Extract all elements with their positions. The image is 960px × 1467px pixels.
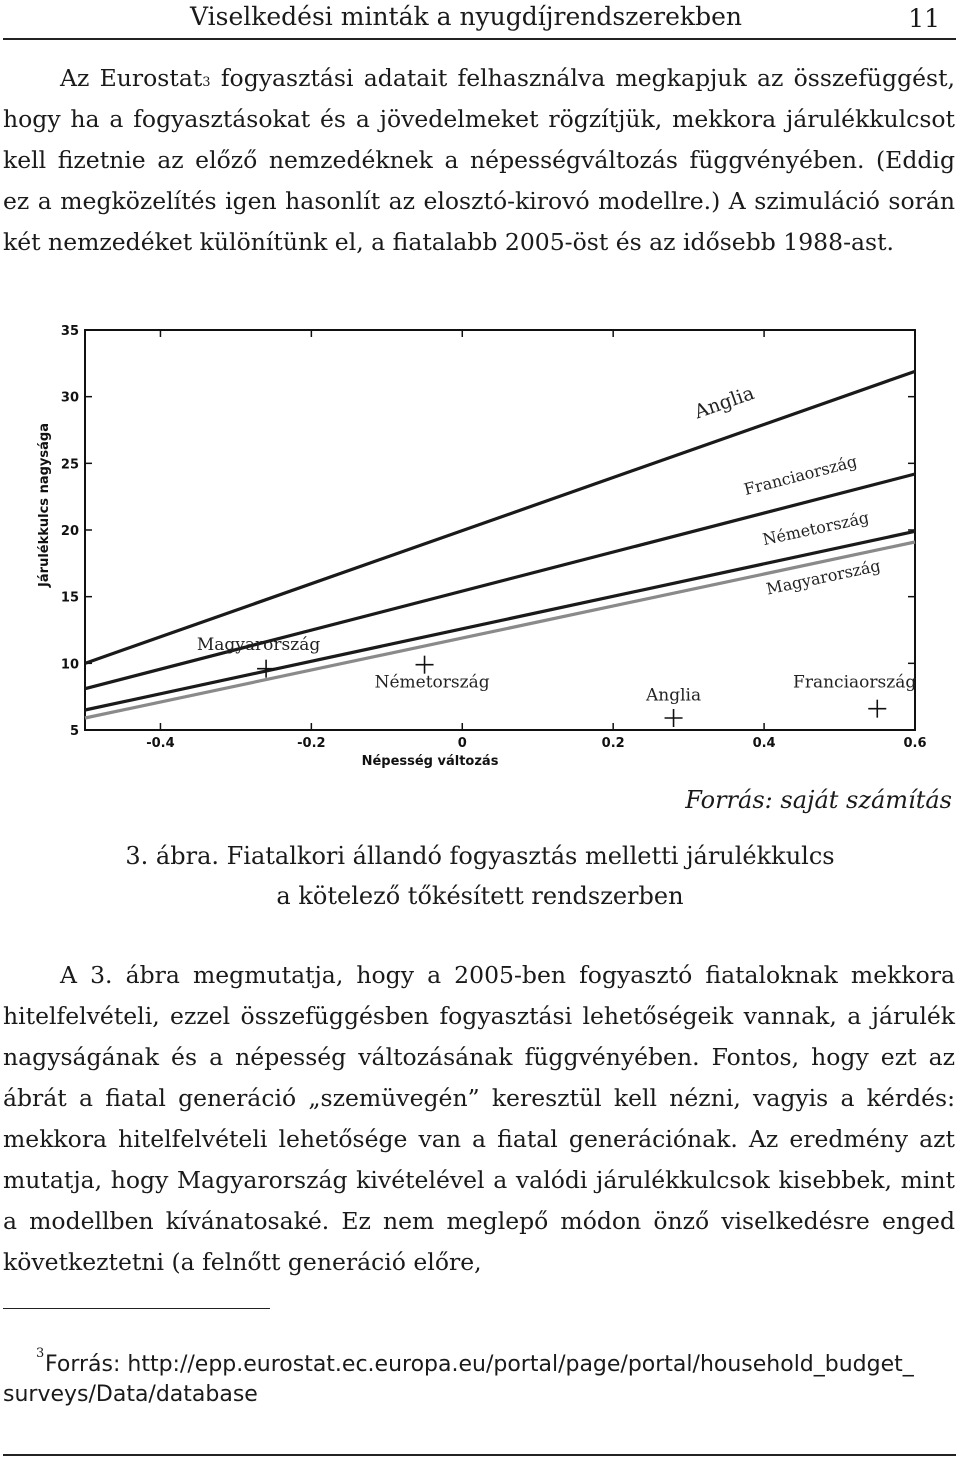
footnote-mark: 3: [36, 1346, 45, 1361]
series-label-anglia: Anglia: [691, 382, 758, 424]
y-tick-label: 15: [60, 590, 79, 606]
point-label-magyarorszag: Magyarország: [196, 635, 321, 655]
paragraph-intro: [3, 58, 955, 263]
x-tick-label: -0.4: [146, 736, 175, 751]
x-tick-label: 0.2: [601, 736, 625, 751]
figure-caption-line1: 3. ábra. Fiatalkori állandó fogyasztás melletti járulékkulcs: [125, 842, 835, 870]
series-label-nemetorszag: Németország: [760, 507, 871, 550]
figure-caption-line2: a kötelező tőkésített rendszerben: [276, 882, 684, 910]
x-tick-label: 0: [457, 736, 467, 751]
x-tick-label: 0.6: [903, 736, 927, 751]
series-label-magyarorszag: Magyarország: [764, 555, 883, 599]
series-line-magyarorszag: [85, 542, 915, 718]
y-tick-label: 25: [60, 457, 79, 473]
paragraph-intro-rest: fogyasztási adatait felhasználva megkapjuk az összefüggést, hogy ha a fogyasztásokat és a jövedelmeket rögzítjük, mekkora járulékkulcsot kell fizetnie az előző nemzedéknek a népességváltozás függvényében. (Eddig ez a megközelítés igen hasonlít az elosztó-kirovó modellre.) A szimuláció során két nemzedéket különítünk el, a fiatalabb 2005-öst és az idősebb 1988-ast.: [3, 64, 956, 256]
y-tick-label: 5: [69, 724, 79, 739]
footnote-reference[interactable]: 3: [202, 75, 211, 90]
point-label-anglia: Anglia: [645, 685, 702, 706]
x-axis-label: Népesség változás: [361, 754, 499, 769]
point-label-franciaorszag: Franciaország: [793, 672, 917, 693]
y-tick-label: 30: [60, 390, 79, 406]
footnote-line1: Forrás: http://epp.eurostat.ec.europa.eu/portal/page/portal/household_budget_: [45, 1352, 914, 1377]
series-label-franciaorszag: Franciaország: [741, 451, 859, 499]
y-tick-label: 20: [60, 524, 79, 539]
page-header: [0, 0, 960, 40]
x-tick-label: 0.4: [752, 736, 776, 751]
y-tick-label: 35: [60, 324, 79, 339]
bottom-rule: [3, 1454, 956, 1456]
x-tick-label: -0.2: [297, 736, 326, 751]
footnote-rule: [3, 1308, 270, 1309]
point-label-nemetorszag: Németország: [374, 672, 490, 693]
header-rule: [3, 38, 956, 40]
paragraph-intro-start: Az Eurostat: [60, 64, 203, 92]
figure-source: Forrás: saját számítás: [685, 786, 952, 814]
contribution-rate-chart: [30, 315, 940, 775]
page-number: 11: [908, 4, 940, 33]
chart-svg: [30, 315, 940, 775]
running-title: Viselkedési minták a nyugdíjrendszerekben: [190, 2, 742, 31]
paragraph-analysis: A 3. ábra megmutatja, hogy a 2005-ben fogyasztó fiataloknak mekkora hitelfelvételi, ezzel összefüggésben fogyasztási lehetőségeik vannak, a járulék nagyságának és a népesség változásának függvényében. Fontos, hogy ezt az ábrát a fiatal generáció „szemüvegén” keresztül kell nézni, vagyis a kérdés: mekkora hitelfelvételi lehetősége van a fiatal generációnak. Az eredmény azt mutatja, hogy Magyarország kivételével a valódi járulékkulcsok kisebbek, mint a modellben kívánatosaké. Ez nem meglepő módon önző viselkedésre enged következtetni (a felnőtt generáció előre,: [3, 961, 955, 1276]
y-axis-label: Járulékkulcs nagysága: [37, 423, 52, 587]
y-tick-label: 10: [60, 657, 79, 673]
footnote-line2: surveys/Data/database: [3, 1382, 258, 1407]
